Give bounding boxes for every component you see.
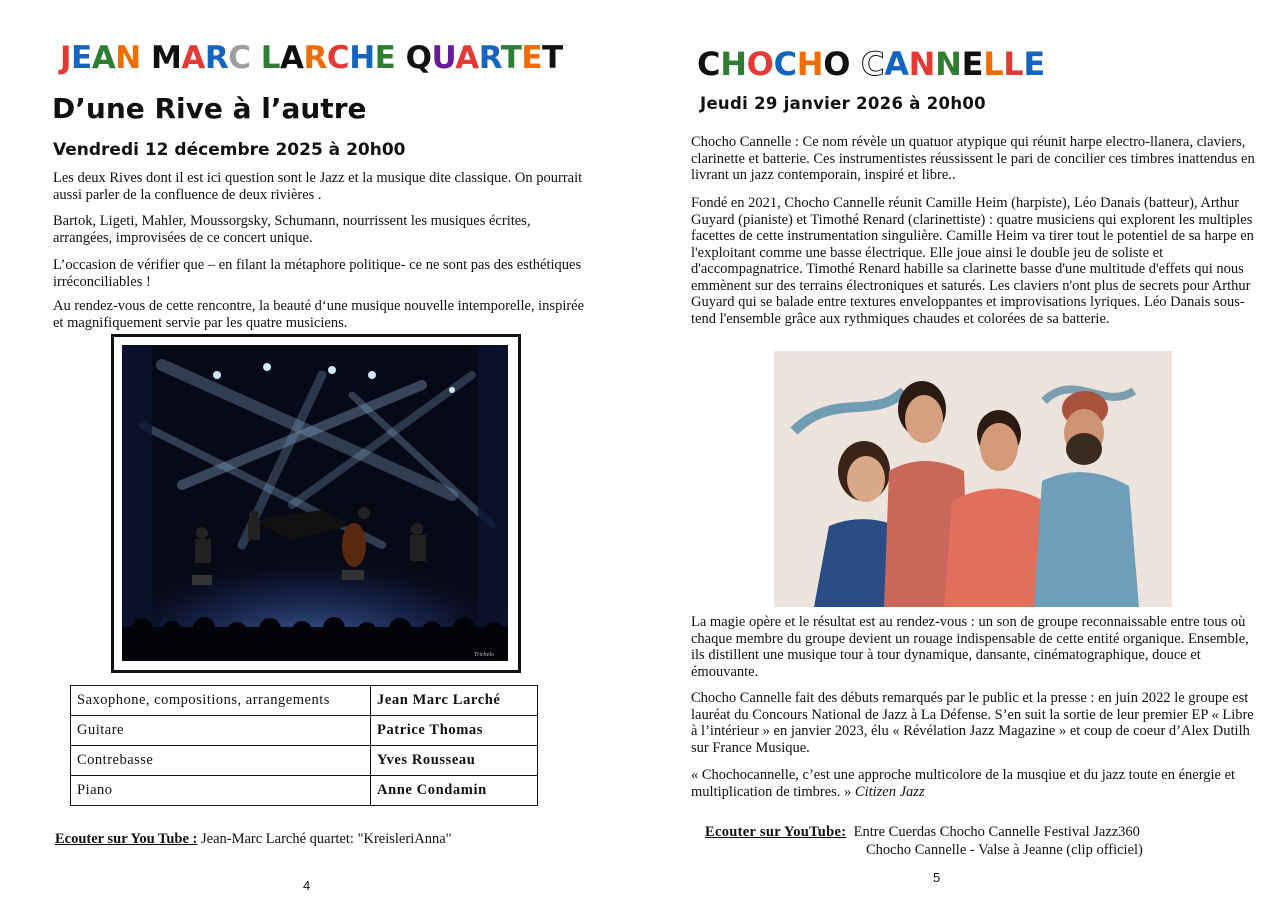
title-letter: E [1023,45,1045,83]
left-paragraph: Bartok, Ligeti, Mahler, Moussorgsky, Schumann, nourrissent les musiques écrites, arrangées, improvisées de ce concert unique. [53,213,531,246]
title-letter: T [542,40,563,76]
title-letter: E [71,40,92,76]
title-letter [250,40,260,76]
right-paragraph: Chocho Cannelle : Ce nom révèle un quatuor atypique qui réunit harpe electro-llanera, claviers, clarinette et batterie. Ces instrumentistes réussissent le pari de concilier ces timbres inattendus en livrant un jazz contemporain, inspiré et libre.. [691,134,1255,183]
title-letter: C [326,40,350,76]
title-letter: E [961,45,984,83]
title-letter: H [796,45,824,83]
press-quote [691,767,1261,800]
youtube-link-right[interactable]: Entre Cuerdas Chocho Cannelle Festival Jazz360 [853,824,1140,840]
title-letter: N [908,45,936,83]
title-letter: H [720,45,747,83]
musician-name-cell: Anne Condamin [371,776,538,806]
musician-name-cell: Patrice Thomas [371,716,538,746]
title-letter: A [884,45,909,83]
page-number-right: 5 [933,870,941,885]
title-letter: R [204,40,229,76]
youtube-link-left[interactable]: Jean-Marc Larché quartet: "KreisleriAnna" [200,831,452,847]
title-letter: N [935,45,962,83]
instrument-cell: Saxophone, compositions, arrangements [71,686,371,716]
title-letter: J [60,40,72,76]
title-letter: E [521,40,543,76]
listen-youtube-right [705,824,1140,841]
left-paragraph: Au rendez-vous de cette rencontre, la beauté d‘une musique nouvelle intemporelle, inspirée et magnifiquement servie par les quatre musiciens. [53,298,585,331]
title-letter: A [91,40,116,76]
youtube-link-right[interactable]: Chocho Cannelle - Valse à Jeanne (clip officiel) [866,842,1143,858]
table-row [71,686,538,716]
title-letter: M [150,40,182,76]
concert-date-left: Vendredi 12 décembre 2025 à 20h00 [53,140,406,160]
musician-name-cell: Yves Rousseau [371,746,538,776]
table-row [71,746,538,776]
instrument-cell: Contrebasse [71,746,371,776]
instrument-cell: Piano [71,776,371,806]
title-letter: R [303,40,327,76]
quote-source: Citizen Jazz [854,783,925,800]
instrument-cell: Guitare [71,716,371,746]
page-number-left: 4 [303,878,311,893]
right-paragraph: La magie opère et le résultat est au rendez-vous : un son de groupe reconnaissable entre tous où chaque membre du groupe devient un rouage indispensable de cette entité organique. Ensemble, ils distillent une musique tour à tour dynamique, dansante, cinématographique, douce et émouvante. [691,614,1249,680]
band-title-jean-marc-larche [60,40,563,76]
title-letter [850,45,861,83]
title-letter: C [697,45,721,83]
title-letter: C [861,45,885,83]
concert-photo-frame [111,334,521,673]
title-letter: C [228,40,251,76]
band-title-chocho-cannelle [697,45,1045,83]
table-row [71,776,538,806]
title-letter: L [260,40,281,76]
title-letter: Q [405,40,432,76]
listen-label: Ecouter sur You Tube : [55,831,198,847]
title-letter: T [500,40,522,76]
musician-name-cell: Jean Marc Larché [371,686,538,716]
title-letter: L [983,45,1004,83]
quote-text: « Chochocannelle, c’est une approche multicolore de la musqiue et du jazz toute en énergie et multiplication de timbres. » [691,767,1236,800]
right-paragraph: Fondé en 2021, Chocho Cannelle réunit Camille Heim (harpiste), Léo Danais (batteur), Arthur Guyard (pianiste) et Timothé Renard (clarinettiste) : quatre musiciens qui explorent les multiples facettes de cette instrumentation singulière. Camille Heim va tirer tout le potentiel de sa harpe en l'exploitant comme une basse électrique. Elle joue ainsi le double jeu de soliste et d'accompagnatrice. Timothé Renard habille sa clarinette basse d'une multitude d'effets qui nous emmènent sur des terrains électroniques et saturés. Les claviers n'ont plus de secrets pour Arthur Guyard qui se balade entre textures enveloppantes et improvisations lyriques. Léo Danais sous-tend l'ensemble grâce aux rythmiques chaudes et colorées de sa batterie. [691,195,1254,327]
title-letter: H [349,40,375,76]
concert-stage-photo [122,345,508,661]
photo-signature: Trichelo [474,652,495,658]
title-letter: R [478,40,501,76]
band-group-photo [774,351,1172,607]
concert-subtitle: D’une Rive à l’autre [52,92,367,125]
left-paragraph: L’occasion de vérifier que – en filant la métaphore politique- ce ne sont pas des esthétiques irréconciliables ! [53,257,582,290]
musicians-table [70,685,538,806]
title-letter: A [280,40,304,76]
title-letter [141,40,151,76]
title-letter: A [181,40,205,76]
title-letter: E [374,40,396,76]
title-letter [395,40,405,76]
title-letter: O [746,45,774,83]
title-letter: L [1003,45,1024,83]
listen-label: Ecouter sur YouTube: [705,824,847,840]
listen-youtube-left [55,831,452,848]
table-row [71,716,538,746]
left-paragraph: Les deux Rives dont il est ici question sont le Jazz et la musique dite classique. On pourrait aussi parler de la confluence de deux rivières . [53,170,583,203]
title-letter: O [823,45,851,83]
title-letter: U [431,40,456,76]
title-letter: N [115,40,141,76]
title-letter: C [773,45,797,83]
right-paragraph: Chocho Cannelle fait des débuts remarqués par le public et la presse : en juin 2022 le groupe est lauréat du Concours National de Jazz à La Défense. S’en suit la sortie de leur premier EP « Libre à l’intérieur » en janvier 2023, élu « Révélation Jazz Magazine » et coup de coeur d’Alex Dutilh sur France Musique. [691,690,1254,756]
concert-date-right: Jeudi 29 janvier 2026 à 20h00 [700,94,986,113]
title-letter: A [455,40,479,76]
